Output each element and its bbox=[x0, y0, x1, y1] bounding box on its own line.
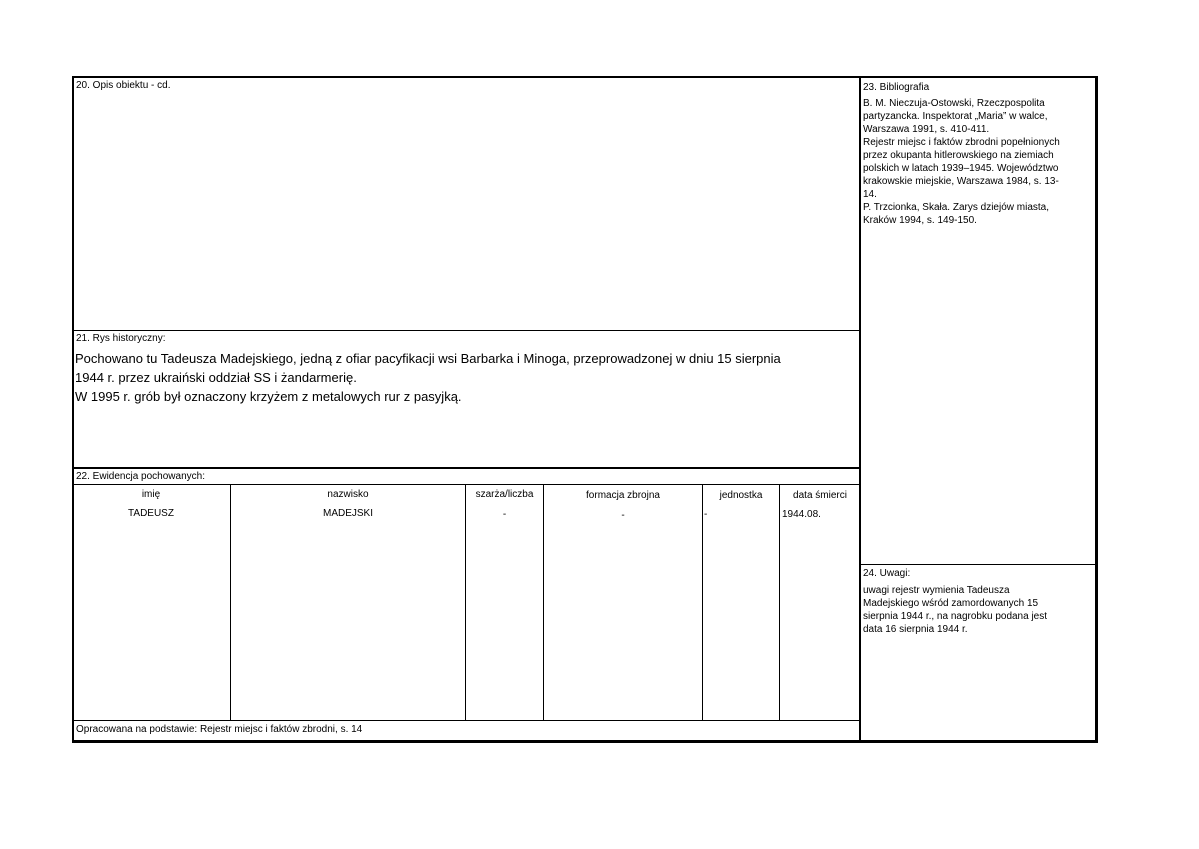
bibliography-line: krakowskie miejskie, Warszawa 1984, s. 13- bbox=[863, 176, 1059, 187]
column-divider bbox=[859, 76, 861, 743]
section-22-label: 22. Ewidencja pochowanych: bbox=[76, 471, 205, 482]
remarks-line: uwagi rejestr wymienia Tadeusza bbox=[863, 585, 1010, 596]
section-24-label: 24. Uwagi: bbox=[863, 568, 911, 579]
bibliography-line: Kraków 1994, s. 149-150. bbox=[863, 215, 977, 226]
remarks-line: Madejskiego wśród zamordowanych 15 bbox=[863, 598, 1039, 609]
historical-line: Pochowano tu Tadeusza Madejskiego, jedną z ofiar pacyfikacji wsi Barbarka i Minoga, przeprowadzonej w dniu 15 sierpnia bbox=[75, 351, 781, 366]
section-23-label: 23. Bibliografia bbox=[863, 82, 930, 93]
bibliography-line: Warszawa 1991, s. 410-411. bbox=[863, 124, 990, 135]
cell-rank: - bbox=[502, 509, 507, 520]
header-surname: nazwisko bbox=[327, 489, 369, 500]
record-card bbox=[72, 76, 1098, 743]
source-footer: Opracowana na podstawie: Rejestr miejsc i faktów zbrodni, s. 14 bbox=[76, 724, 363, 735]
historical-line: 1944 r. przez ukraiński oddział SS i żandarmerię. bbox=[75, 370, 357, 385]
bibliography-line: partyzancka. Inspektorat „Maria” w walce, bbox=[863, 111, 1048, 122]
divider-23-24 bbox=[860, 564, 1097, 565]
bibliography-line: polskich w latach 1939–1945. Województwo bbox=[863, 163, 1059, 174]
header-unit: jednostka bbox=[719, 490, 763, 501]
bibliography-line: P. Trzcionka, Skała. Zarys dziejów miasta, bbox=[863, 202, 1049, 213]
cell-unit: - bbox=[704, 509, 708, 520]
table-col-line bbox=[230, 485, 231, 721]
bibliography-line: Rejestr miejsc i faktów zbrodni popełnionych bbox=[863, 137, 1060, 148]
bibliography-text bbox=[863, 97, 1060, 227]
historical-text bbox=[75, 349, 781, 406]
header-rank: szarża/liczba bbox=[475, 489, 534, 500]
section-20-label: 20. Opis obiektu - cd. bbox=[76, 80, 171, 91]
remarks-text bbox=[863, 584, 1047, 636]
table-col-line bbox=[779, 485, 780, 721]
remarks-line: data 16 sierpnia 1944 r. bbox=[863, 624, 968, 635]
cell-first-name: TADEUSZ bbox=[128, 508, 174, 519]
remarks-line: sierpnia 1944 r., na nagrobku podana jest bbox=[863, 611, 1048, 622]
divider-21-22 bbox=[72, 467, 860, 469]
cell-surname: MADEJSKI bbox=[322, 508, 373, 519]
historical-line: W 1995 r. grób był oznaczony krzyżem z metalowych rur z pasyjką. bbox=[75, 389, 462, 404]
header-death-date: data śmierci bbox=[793, 490, 847, 501]
table-col-line bbox=[702, 485, 703, 721]
cell-formation: - bbox=[621, 510, 625, 521]
cell-death-date: 1944.08. bbox=[782, 509, 821, 520]
bibliography-line: 14. bbox=[863, 189, 877, 200]
header-formation: formacja zbrojna bbox=[586, 490, 660, 501]
divider-table-footer bbox=[72, 720, 860, 721]
bibliography-line: przez okupanta hitlerowskiego na ziemiach bbox=[863, 150, 1054, 161]
divider-20-21 bbox=[72, 330, 860, 331]
bibliography-line: B. M. Nieczuja-Ostowski, Rzeczpospolita bbox=[863, 98, 1045, 109]
section-21-label: 21. Rys historyczny: bbox=[76, 333, 166, 344]
header-first-name: imię bbox=[141, 489, 161, 500]
divider-22-table bbox=[72, 484, 860, 485]
